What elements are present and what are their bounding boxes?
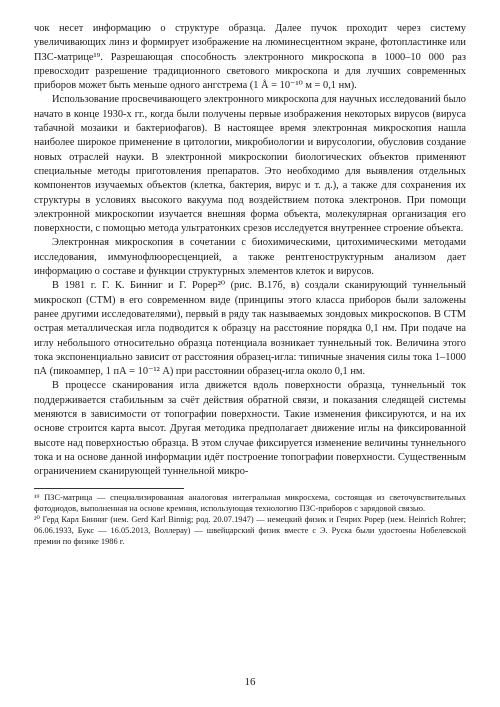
- footnote-19: ¹⁹ ПЗС-матрица — специализированная аналоговая интегральная микросхема, состоящая из светочувствительных фотодиодов, выполненная на основе кремния, использующая технологию ПЗС-приборов с зарядовой связью.: [34, 492, 466, 513]
- paragraph-5: В процессе сканирования игла движется вдоль поверхности образца, туннельный ток поддерживается стабильным за счёт действия обратной связи, и показания следящей системы меняются в зависимости от топографии поверхности. Такие изменения фиксируются, и на их основе строится карта высот. Другая методика предполагает движение иглы на фиксированной высоте над поверхностью образца. В этом случае фиксируется изменение величины туннельного тока и на основе данной информации идёт построение топографии поверхности. Существенным ограничением сканирующей туннельной микро-: [34, 380, 466, 478]
- main-text: [34, 22, 466, 480]
- page-number: 16: [244, 676, 256, 688]
- paragraph-1: чок несет информацию о структуре образца. Далее пучок проходит через систему увеличивающих линз и формирует изображение на люминесцентном экране, фотопластинке или ПЗС-матрице¹⁹. Разрешающая способность электронного микроскопа в 1000–10 000 раз превосходит разрешение традиционного светового микроскопа и для лучших современных приборов может быть меньше одного ангстрема (1 Å = 10⁻¹⁰ м = 0,1 нм).: [34, 23, 466, 92]
- footnote-20: ²⁰ Герд Карл Бинниг (нем. Gerd Karl Binnig; род. 20.07.1947) — немецкий физик и Генрих Рорер (нем. Heinrich Rohrer; 06.06.1933, Букс — 16.05.2013, Воллерау) — швейцарский физик вместе с Э. Руска были удостоены Нобелевской премии по физике 1986 г.: [34, 514, 466, 547]
- footnote-divider: [34, 488, 184, 489]
- paragraph-4: В 1981 г. Г. К. Бинниг и Г. Рорер²⁰ (рис. В.17б, в) создали сканирующий туннельный микроскоп (СТМ) в его современном виде (принципы этого класса приборов были заложены ранее другими исследователями), первый в ряду так называемых зондовых микроскопов. В СТМ острая металлическая игла подводится к образцу на расстояние порядка 0,1 нм. При подаче на иглу небольшого относительно образца потенциала возникает туннельный ток. Величина этого тока экспоненциально зависит от расстояния образец-игла: типичные значения силы тока 1–1000 пА (пикоампер, 1 пА = 10⁻¹² А) при расстоянии образец-игла около 0,1 нм.: [34, 280, 466, 378]
- paragraph-2: Использование просвечивающего электронного микроскопа для научных исследований было начато в конце 1930-х гг., когда были получены первые изображения некоторых вирусов (вируса табачной мозаики и бактериофагов). В настоящее время электронная микроскопия нашла наиболее широкое применение в цитологии, микробиологии и вирусологии, обусловив создание новых отраслей науки. В электронной микроскопии биологических объектов применяют специальные методы приготовления препаратов. Это необходимо для выявления отдельных компонентов изучаемых объектов (клетка, бактерия, вирус и т. д.), а также для сохранения их структуры в условиях высокого вакуума под воздействием потока электронов. При помощи электронной микроскопии изучается внешняя форма объекта, молекулярная организация его поверхности, с помощью метода ультратонких срезов исследуется внутреннее строение объекта.: [34, 94, 466, 235]
- paragraph-3: Электронная микроскопия в сочетании с биохимическими, цитохимическими методами исследования, иммунофлюоресценцией, а также рентгеноструктурным анализом дает информацию о составе и функции структурных элементов клеток и вирусов.: [34, 237, 466, 278]
- footnotes: [34, 492, 466, 548]
